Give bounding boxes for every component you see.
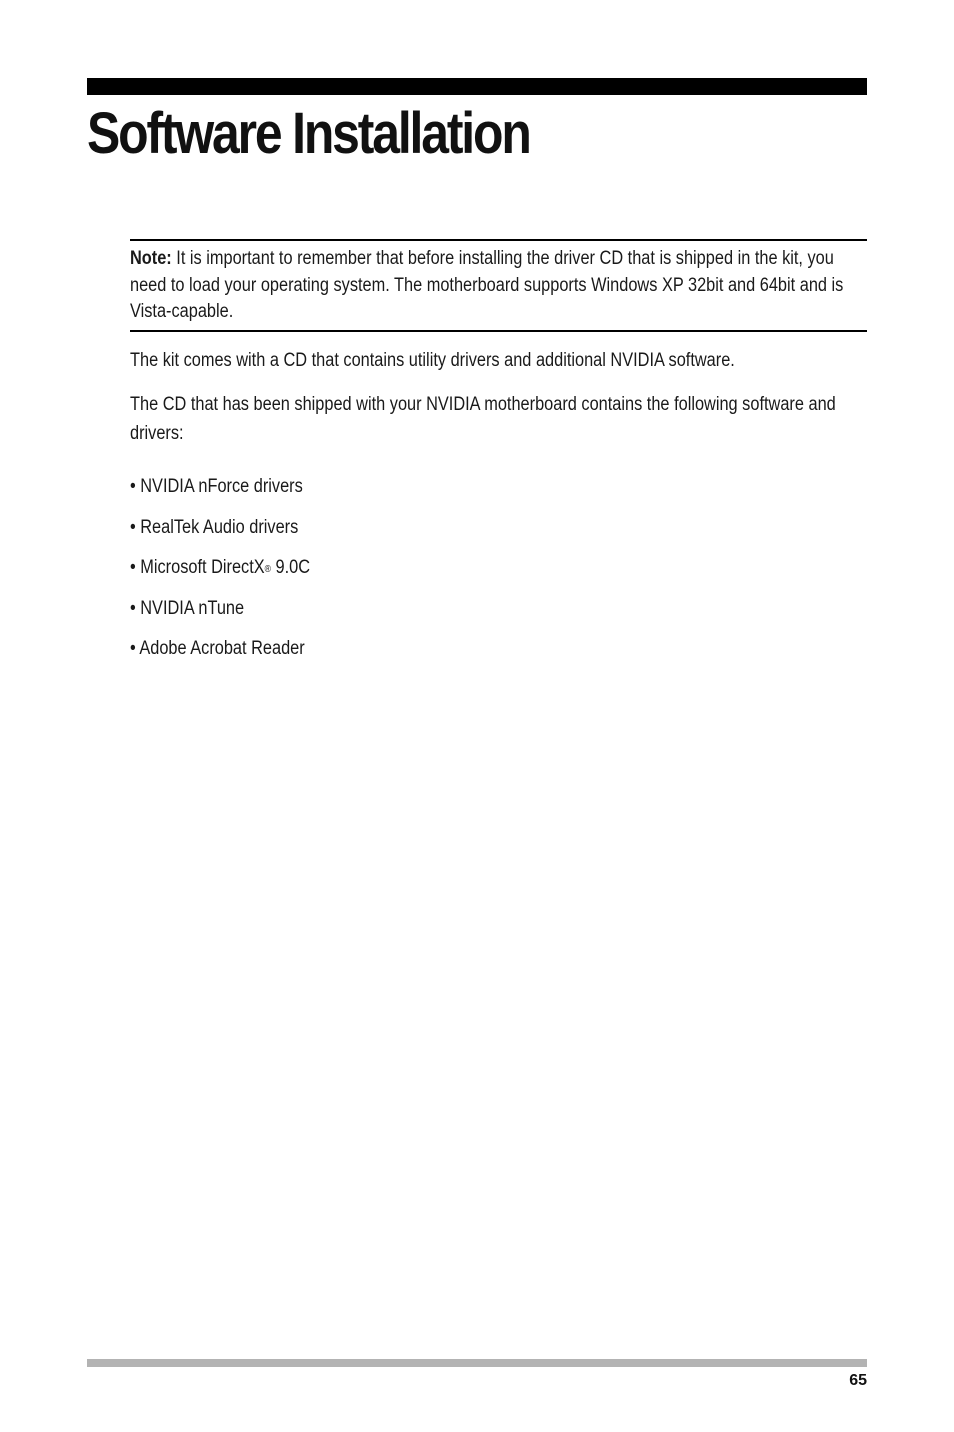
- list-item-directx: [130, 553, 310, 582]
- page-title: Software Installation: [87, 101, 530, 166]
- paragraph-cd-shipped-text: The CD that has been shipped with your NVIDIA motherboard contains the following software and drivers:: [130, 394, 836, 444]
- list-item: [130, 634, 339, 675]
- list-item-text: • Adobe Acrobat Reader: [130, 638, 305, 659]
- list-item: [130, 513, 339, 554]
- list-item: [130, 472, 339, 513]
- paragraph-cd-shipped: [130, 390, 867, 448]
- paragraph-cd-contents-text: The kit comes with a CD that contains utility drivers and additional NVIDIA software.: [130, 350, 735, 371]
- list-item-text: • NVIDIA nTune: [130, 597, 245, 619]
- directx-version: 9.0C: [270, 557, 311, 578]
- list-item: [130, 553, 339, 594]
- note-text-wrap: [130, 246, 865, 326]
- registered-mark: ®: [264, 564, 271, 575]
- note-label: Note:: [130, 248, 172, 269]
- note-box: [130, 239, 867, 332]
- list-item-text: • RealTek Audio drivers: [130, 516, 299, 538]
- header-rule: [87, 78, 867, 95]
- list-item: [130, 594, 339, 635]
- footer-rule: [87, 1359, 867, 1367]
- page-number: 65: [849, 1372, 867, 1389]
- paragraph-cd-contents: [130, 346, 867, 375]
- list-item-text: • NVIDIA nForce drivers: [130, 476, 303, 497]
- note-text: It is important to remember that before installing the driver CD that is shipped in the kit, you need to load your operating system. The motherboard supports Windows XP 32bit and 64bit and is Vista-capable.: [130, 248, 844, 322]
- list-item-text: • Microsoft DirectX: [130, 557, 265, 578]
- software-list: [130, 472, 339, 675]
